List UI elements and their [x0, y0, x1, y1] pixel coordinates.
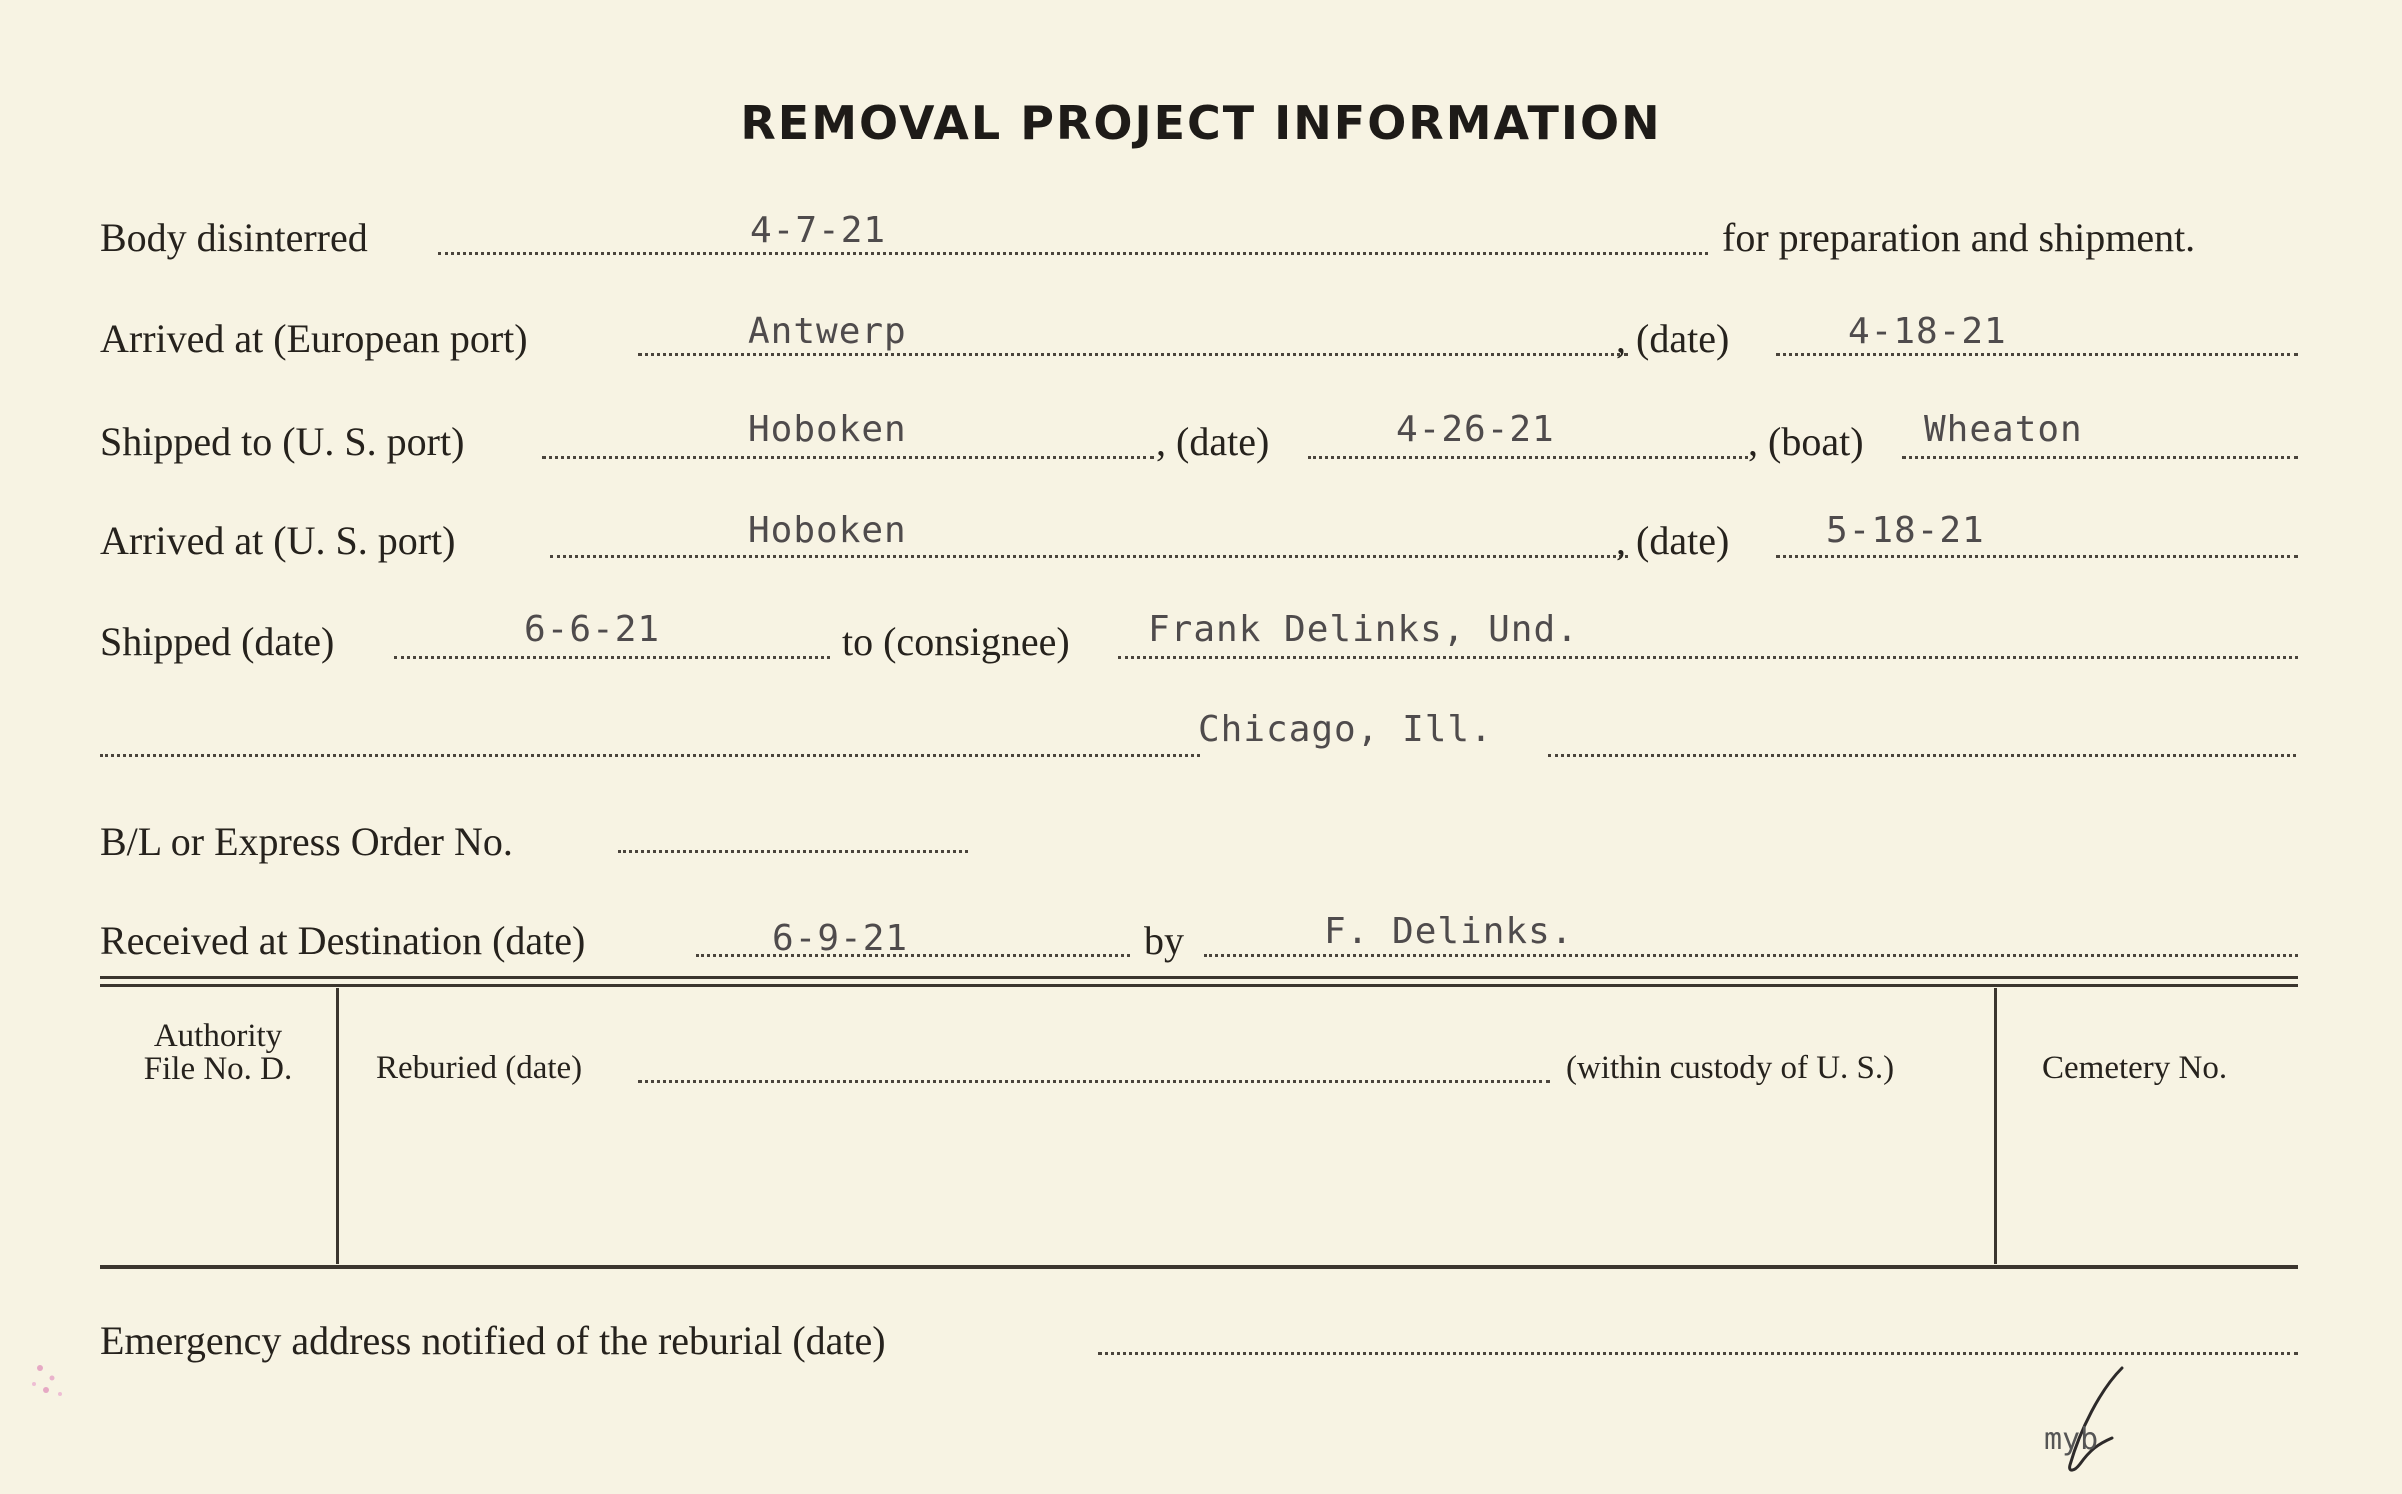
received-by-line [1204, 954, 2298, 957]
table-top-rule-2 [100, 984, 2298, 987]
arrived-us-date-line [1776, 555, 2298, 558]
disinterred-suffix: for preparation and shipment. [1722, 215, 2196, 260]
received-by-value[interactable]: F. Delinks. [1324, 911, 1574, 952]
shipped-date-line [394, 656, 830, 659]
authority-label: Authority [153, 1018, 283, 1054]
consignee-label: to (consignee) [842, 619, 1070, 664]
received-by-label: by [1144, 918, 1184, 963]
consignee-city-value[interactable]: Chicago, Ill. [1198, 709, 1493, 750]
disinterred-line [438, 252, 1708, 255]
european-date-line [1776, 353, 2298, 356]
shipped-us-label: Shipped to (U. S. port) [100, 419, 465, 464]
shipped-date-value[interactable]: 6-6-21 [524, 609, 661, 650]
us-port-value[interactable]: Hoboken [748, 409, 907, 450]
consignee-line-2a [100, 754, 1200, 757]
european-port-line [638, 353, 1628, 356]
european-port-value[interactable]: Antwerp [748, 311, 907, 352]
received-label: Received at Destination (date) [100, 918, 586, 963]
emergency-label: Emergency address notified of the reburial (date) [100, 1318, 886, 1363]
bl-label: B/L or Express Order No. [100, 819, 513, 864]
arrived-us-port-line [550, 555, 1628, 558]
ink-smudge-icon [20, 1350, 90, 1420]
us-port-line [542, 456, 1154, 459]
table-divider-right [1994, 988, 1997, 1264]
arrived-us-date-value[interactable]: 5-18-21 [1826, 510, 1985, 551]
shipped-us-date-line [1308, 456, 1748, 459]
consignee-line [1118, 656, 2298, 659]
card-title: REMOVAL PROJECT INFORMATION [740, 96, 1662, 150]
consignee-line-2b [1548, 754, 2296, 757]
received-date-value[interactable]: 6-9-21 [772, 918, 909, 959]
cemetery-no-label: Cemetery No. [2042, 1050, 2228, 1086]
consignee-value[interactable]: Frank Delinks, Und. [1148, 609, 1579, 650]
shipped-date-label: Shipped (date) [100, 619, 335, 664]
initials-stamp: myb [2044, 1422, 2099, 1457]
check-mark-icon [2040, 1360, 2160, 1480]
received-date-line [696, 954, 1130, 957]
arrived-us-date-label: , (date) [1616, 518, 1730, 563]
reburied-date-line[interactable] [638, 1080, 1550, 1083]
custody-label: (within custody of U. S.) [1566, 1050, 1895, 1086]
table-divider-left [336, 988, 339, 1264]
reburied-label: Reburied (date) [376, 1050, 583, 1086]
boat-value[interactable]: Wheaton [1924, 409, 2083, 450]
shipped-us-date-label: , (date) [1156, 419, 1270, 464]
file-no-label: File No. D. [143, 1051, 293, 1087]
arrived-us-label: Arrived at (U. S. port) [100, 518, 456, 563]
disinterred-date-value[interactable]: 4-7-21 [750, 210, 887, 251]
authority-file-cell [100, 1020, 336, 1086]
arrived-us-port-value[interactable]: Hoboken [748, 510, 907, 551]
table-top-rule-1 [100, 976, 2298, 979]
european-date-value[interactable]: 4-18-21 [1848, 311, 2007, 352]
shipped-us-date-value[interactable]: 4-26-21 [1396, 409, 1555, 450]
arrived-european-label: Arrived at (European port) [100, 316, 528, 361]
arrived-european-date-label: , (date) [1616, 316, 1730, 361]
disinterred-label: Body disinterred [100, 215, 368, 260]
boat-line [1902, 456, 2298, 459]
emergency-date-line[interactable] [1098, 1352, 2298, 1355]
table-bottom-rule [100, 1265, 2298, 1269]
boat-label: , (boat) [1748, 419, 1864, 464]
bl-line[interactable] [618, 850, 968, 853]
